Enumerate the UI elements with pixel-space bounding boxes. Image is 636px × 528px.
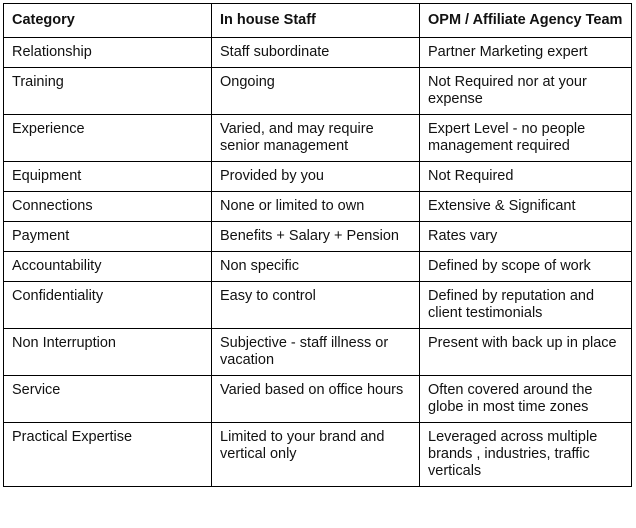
cell-agency: Defined by reputation and client testimonials — [420, 282, 632, 329]
cell-agency: Extensive & Significant — [420, 192, 632, 222]
cell-category: Connections — [4, 192, 212, 222]
cell-agency: Often covered around the globe in most time zones — [420, 376, 632, 423]
cell-category: Training — [4, 68, 212, 115]
cell-category: Accountability — [4, 252, 212, 282]
cell-in-house: Varied, and may require senior management — [212, 115, 420, 162]
header-category: Category — [4, 4, 212, 38]
cell-in-house: Subjective - staff illness or vacation — [212, 329, 420, 376]
cell-in-house: Non specific — [212, 252, 420, 282]
cell-category: Non Interruption — [4, 329, 212, 376]
cell-agency: Present with back up in place — [420, 329, 632, 376]
cell-in-house: None or limited to own — [212, 192, 420, 222]
table-row — [4, 38, 632, 68]
table-row — [4, 282, 632, 329]
comparison-table — [3, 3, 632, 487]
cell-in-house: Benefits + Salary + Pension — [212, 222, 420, 252]
header-in-house-staff: In house Staff — [212, 4, 420, 38]
cell-category: Payment — [4, 222, 212, 252]
cell-agency: Defined by scope of work — [420, 252, 632, 282]
cell-agency: Rates vary — [420, 222, 632, 252]
table-row — [4, 115, 632, 162]
cell-agency: Not Required — [420, 162, 632, 192]
cell-category: Practical Expertise — [4, 423, 212, 487]
table-header-row — [4, 4, 632, 38]
cell-in-house: Easy to control — [212, 282, 420, 329]
cell-in-house: Varied based on office hours — [212, 376, 420, 423]
table-row — [4, 192, 632, 222]
cell-category: Equipment — [4, 162, 212, 192]
table-row — [4, 222, 632, 252]
table-row — [4, 376, 632, 423]
comparison-table-container — [3, 3, 632, 487]
cell-category: Relationship — [4, 38, 212, 68]
table-row — [4, 423, 632, 487]
cell-category: Confidentiality — [4, 282, 212, 329]
table-row — [4, 252, 632, 282]
cell-agency: Leveraged across multiple brands , industries, traffic verticals — [420, 423, 632, 487]
cell-in-house: Limited to your brand and vertical only — [212, 423, 420, 487]
cell-in-house: Staff subordinate — [212, 38, 420, 68]
table-row — [4, 329, 632, 376]
table-row — [4, 162, 632, 192]
cell-agency: Partner Marketing expert — [420, 38, 632, 68]
cell-agency: Expert Level - no people management required — [420, 115, 632, 162]
cell-category: Experience — [4, 115, 212, 162]
cell-in-house: Provided by you — [212, 162, 420, 192]
cell-in-house: Ongoing — [212, 68, 420, 115]
cell-category: Service — [4, 376, 212, 423]
header-opm-affiliate-agency-team: OPM / Affiliate Agency Team — [420, 4, 632, 38]
cell-agency: Not Required nor at your expense — [420, 68, 632, 115]
table-row — [4, 68, 632, 115]
